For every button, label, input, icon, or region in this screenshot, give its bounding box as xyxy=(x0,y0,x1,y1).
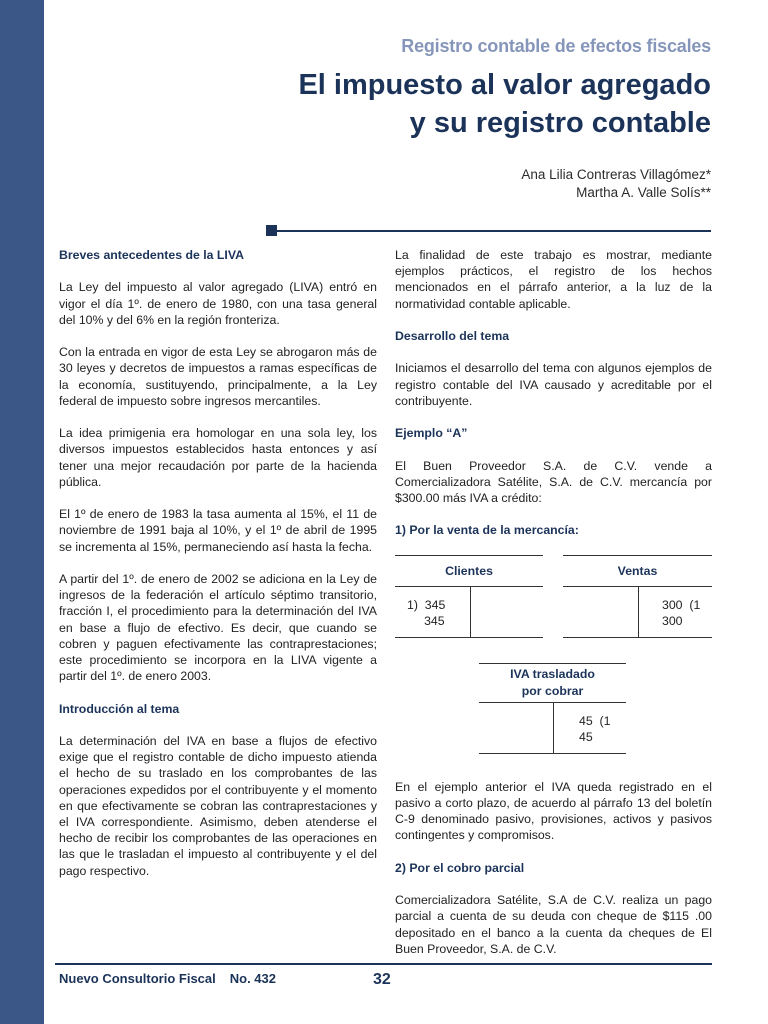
paragraph: El Buen Proveedor S.A. de C.V. vende a Comercializadora Satélite, S.A. de C.V. mercancía por $300.00 más IVA a crédito: xyxy=(395,458,712,505)
t-account-title xyxy=(479,664,626,703)
t-account-body xyxy=(395,587,543,638)
article-title xyxy=(298,66,711,142)
t-account-body xyxy=(563,587,712,638)
t-accounts-row xyxy=(395,555,712,647)
t-account-divider xyxy=(553,703,554,753)
t-account-credits: 300 (1 300 xyxy=(662,597,701,628)
author-2: Martha A. Valle Solís** xyxy=(576,185,711,200)
t-account-clientes xyxy=(395,555,543,638)
heading-desarrollo: Desarrollo del tema xyxy=(395,329,510,343)
paragraph: Con la entrada en vigor de esta Ley se abrogaron más de 30 leyes y decretos de impuestos a ramas específicas de la economía, sustituyendo, principalmente, a la Ley federal de impuesto sobre ingresos mercantiles. xyxy=(59,345,377,408)
heading-introduccion: Introducción al tema xyxy=(59,701,180,716)
t-account-credits: 45 (1 45 xyxy=(579,713,611,744)
paragraph: Comercializadora Satélite, S.A de C.V. realiza un pago parcial a cuenta de su deuda con cheque de $115 .00 depositado en el banco a la cuenta da cheques de El Buen Proveedor, S.A. de C.V. xyxy=(395,893,712,956)
paragraph: La idea primigenia era homologar en una sola ley, los diversos impuestos establecidos hasta entonces y así tener una mejor recaudación por parte de la hacienda pública. xyxy=(59,426,377,489)
title-line-2: y su registro contable xyxy=(409,107,711,139)
title-line-1: El impuesto al valor agregado xyxy=(298,69,711,101)
decorative-sidebar xyxy=(0,0,44,1024)
section-label: Registro contable de efectos fiscales xyxy=(401,36,711,56)
issue-number: No. 432 xyxy=(229,971,276,986)
t-account-iva xyxy=(479,663,626,754)
paragraph: A partir del 1º. de enero de 2002 se adiciona en la Ley de ingresos de la federación el artículo séptimo transitorio, fracción I, el procedimiento para la determinación del IVA en base a flujo de efectivo. Es decir, que cuando se cobren y paguen efectivamente las contraprestaciones; este procedimiento se incorpora en la LIVA vigente a partir del 1º. de enero 2003. xyxy=(59,571,377,684)
footer-rule xyxy=(55,963,712,965)
paragraph: El 1º de enero de 1983 la tasa aumenta al 15%, el 11 de noviembre de 1991 baja al 10%, y el 1º de abril de 1995 se incrementa al 15%, permaneciendo así hasta la fecha. xyxy=(59,507,377,554)
left-column xyxy=(59,247,377,895)
t-account-title: Clientes xyxy=(395,556,543,587)
t-account-divider xyxy=(638,587,639,637)
paragraph: La finalidad de este trabajo es mostrar, mediante ejemplos prácticos, el registro de los hechos mencionados en el párrafo anterior, a la luz de la normatividad contable aplicable. xyxy=(395,248,712,311)
t-account-divider xyxy=(470,587,471,637)
heading-venta: 1) Por la venta de la mercancía: xyxy=(395,523,579,538)
t-account-title-line: por cobrar xyxy=(521,683,584,698)
heading-ejemplo-a: Ejemplo “A” xyxy=(395,426,468,441)
t-accounts-row xyxy=(395,663,712,763)
paragraph: Iniciamos el desarrollo del tema con algunos ejemplos de registro contable del IVA causado y acreditable por el contribuyente. xyxy=(395,361,712,408)
heading-antecedentes: Breves antecedentes de la LIVA xyxy=(59,248,244,262)
t-account-body xyxy=(479,703,626,754)
t-account-title-line: IVA trasladado xyxy=(510,666,595,681)
heading-cobro-parcial: 2) Por el cobro parcial xyxy=(395,860,525,875)
journal-name: Nuevo Consultorio Fiscal xyxy=(59,971,216,986)
divider-square xyxy=(266,225,277,236)
divider-line xyxy=(277,230,711,232)
page-number: 32 xyxy=(373,971,391,988)
t-account-title: Ventas xyxy=(563,556,712,587)
paragraph: En el ejemplo anterior el IVA queda registrado en el pasivo a corto plazo, de acuerdo al párrafo 13 del boletín C-9 denominado pasivo, provisiones, activos y pasivos contingentes y compromisos. xyxy=(395,779,712,843)
authors xyxy=(521,166,711,202)
t-account-ventas xyxy=(563,555,712,638)
right-column xyxy=(395,247,712,973)
paragraph: La Ley del impuesto al valor agregado (LIVA) entró en vigor el día 1º. de enero de 1980, con una tasa general del 10% y del 6% en la región fronteriza. xyxy=(59,280,377,327)
footer-journal xyxy=(59,971,276,986)
t-account-debits: 1) 345 345 xyxy=(407,597,446,628)
paragraph: La determinación del IVA en base a flujos de efectivo exige que el registro contable de dicho impuesto atienda el hecho de su traslado en los comprobantes de las operaciones expedidos por el contribuyente y el momento en que efectivamente se cobran las contraprestaciones y el IVA correspondiente. Asimismo, deben atenderse el hecho de recibir los comprobantes de las operaciones en las que le trasladan el impuesto al contribuyente y el del pago respectivo. xyxy=(59,733,377,878)
author-1: Ana Lilia Contreras Villagómez* xyxy=(521,167,711,182)
